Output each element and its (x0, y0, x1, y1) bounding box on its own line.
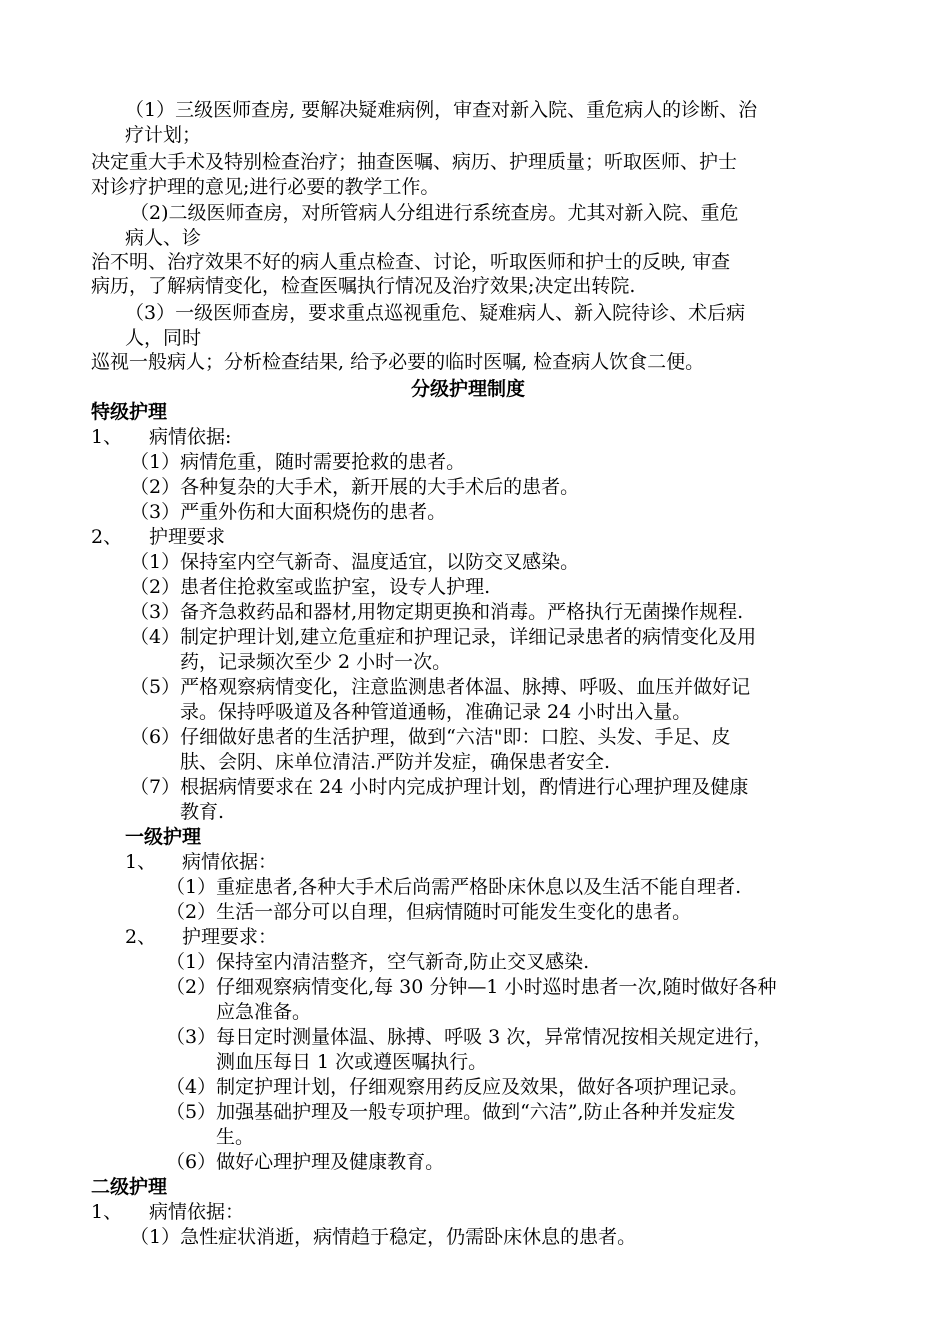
paragraph-line: 对诊疗护理的意见;进行必要的教学工作。 (91, 176, 440, 198)
paragraph-line: 人，同时 (125, 327, 202, 349)
list-number: 2、 (125, 926, 157, 948)
list-heading: 护理要求： (182, 926, 278, 948)
list-item: （7）根据病情要求在 24 小时内完成护理计划，酌情进行心理护理及健康 (130, 776, 749, 798)
list-item: （3）备齐急救药品和器材,用物定期更换和消毒。严格执行无菌操作规程. (130, 601, 744, 623)
paragraph-line: 治不明、治疗效果不好的病人重点检查、讨论，听取医师和护士的反映, 审查 (91, 251, 731, 273)
list-item: （2）患者住抢救室或监护室，设专人护理. (130, 576, 491, 598)
list-item: （2）各种复杂的大手术，新开展的大手术后的患者。 (130, 476, 580, 498)
section-title: 分级护理制度 (411, 378, 526, 400)
list-number: 1、 (91, 1201, 123, 1223)
list-number: 2、 (91, 526, 123, 548)
paragraph-line: 决定重大手术及特别检查治疗；抽查医嘱、病历、护理质量；听取医师、护士 (91, 151, 738, 173)
list-number: 1、 (91, 426, 123, 448)
list-item: （1）重症患者,各种大手术后尚需严格卧床休息以及生活不能自理者. (166, 876, 742, 898)
list-item-continuation: 药，记录频次至少 2 小时一次。 (180, 651, 452, 673)
paragraph-line: 巡视一般病人；分析检查结果, 给予必要的临时医嘱, 检查病人饮食二便。 (91, 351, 705, 373)
list-item: （2）生活一部分可以自理，但病情随时可能发生变化的患者。 (166, 901, 692, 923)
list-item: （1）急性症状消逝，病情趋于稳定，仍需卧床休息的患者。 (130, 1226, 637, 1248)
list-number: 1、 (125, 851, 157, 873)
paragraph-line: 病历，了解病情变化，检查医嘱执行情况及治疗效果;决定出转院. (91, 275, 636, 297)
list-item: （6）仔细做好患者的生活护理，做到“六洁"即：口腔、头发、手足、皮 (130, 726, 731, 748)
list-item: （3）每日定时测量体温、脉搏、呼吸 3 次，异常情况按相关规定进行， (166, 1026, 773, 1048)
section-heading: 二级护理 (91, 1176, 168, 1198)
list-item-continuation: 应急准备。 (216, 1001, 312, 1023)
list-item: （6）做好心理护理及健康教育。 (166, 1151, 445, 1173)
list-item: （2）仔细观察病情变化,每 30 分钟—1 小时巡时患者一次,随时做好各种 (166, 976, 777, 998)
list-item: （1）保持室内清洁整齐，空气新奇,防止交叉感染. (166, 951, 590, 973)
section-heading: 特级护理 (91, 401, 168, 423)
paragraph-line: 病人、诊 (125, 227, 202, 249)
list-item-continuation: 教育. (180, 801, 225, 823)
list-item: （3）严重外伤和大面积烧伤的患者。 (130, 501, 447, 523)
list-item-continuation: 测血压每日 1 次或遵医嘱执行。 (216, 1051, 488, 1073)
list-heading: 病情依据: (149, 426, 232, 448)
list-item: （5）加强基础护理及一般专项护理。做到“六洁”,防止各种并发症发 (166, 1101, 736, 1123)
list-item: （4）制定护理计划，仔细观察用药反应及效果，做好各项护理记录。 (166, 1076, 749, 1098)
list-item-continuation: 录。保持呼吸道及各种管道通畅，准确记录 24 小时出入量。 (180, 701, 692, 723)
list-item: （4）制定护理计划,建立危重症和护理记录，详细记录患者的病情变化及用 (130, 626, 757, 648)
paragraph-line: （1）三级医师查房, 要解决疑难病例，审查对新入院、重危病人的诊断、治 (125, 99, 758, 121)
paragraph-line: （3）一级医师查房，要求重点巡视重危、疑难病人、新入院待诊、术后病 (125, 302, 746, 324)
list-item: （1）保持室内空气新奇、温度适宜，以防交叉感染。 (130, 551, 580, 573)
list-item: （5）严格观察病情变化，注意监测患者体温、脉搏、呼吸、血压并做好记 (130, 676, 751, 698)
list-heading: 护理要求 (149, 526, 226, 548)
list-item-continuation: 肤、会阴、床单位清洁.严防并发症，确保患者安全. (180, 751, 611, 773)
section-heading: 一级护理 (125, 826, 202, 848)
paragraph-line: 疗计划； (125, 124, 202, 146)
list-heading: 病情依据： (149, 1201, 245, 1223)
list-item-continuation: 生。 (216, 1126, 255, 1148)
list-item: （1）病情危重，随时需要抢救的患者。 (130, 451, 466, 473)
list-heading: 病情依据： (182, 851, 278, 873)
paragraph-line: （2)二级医师查房，对所管病人分组进行系统查房。尤其对新入院、重危 (130, 202, 739, 224)
